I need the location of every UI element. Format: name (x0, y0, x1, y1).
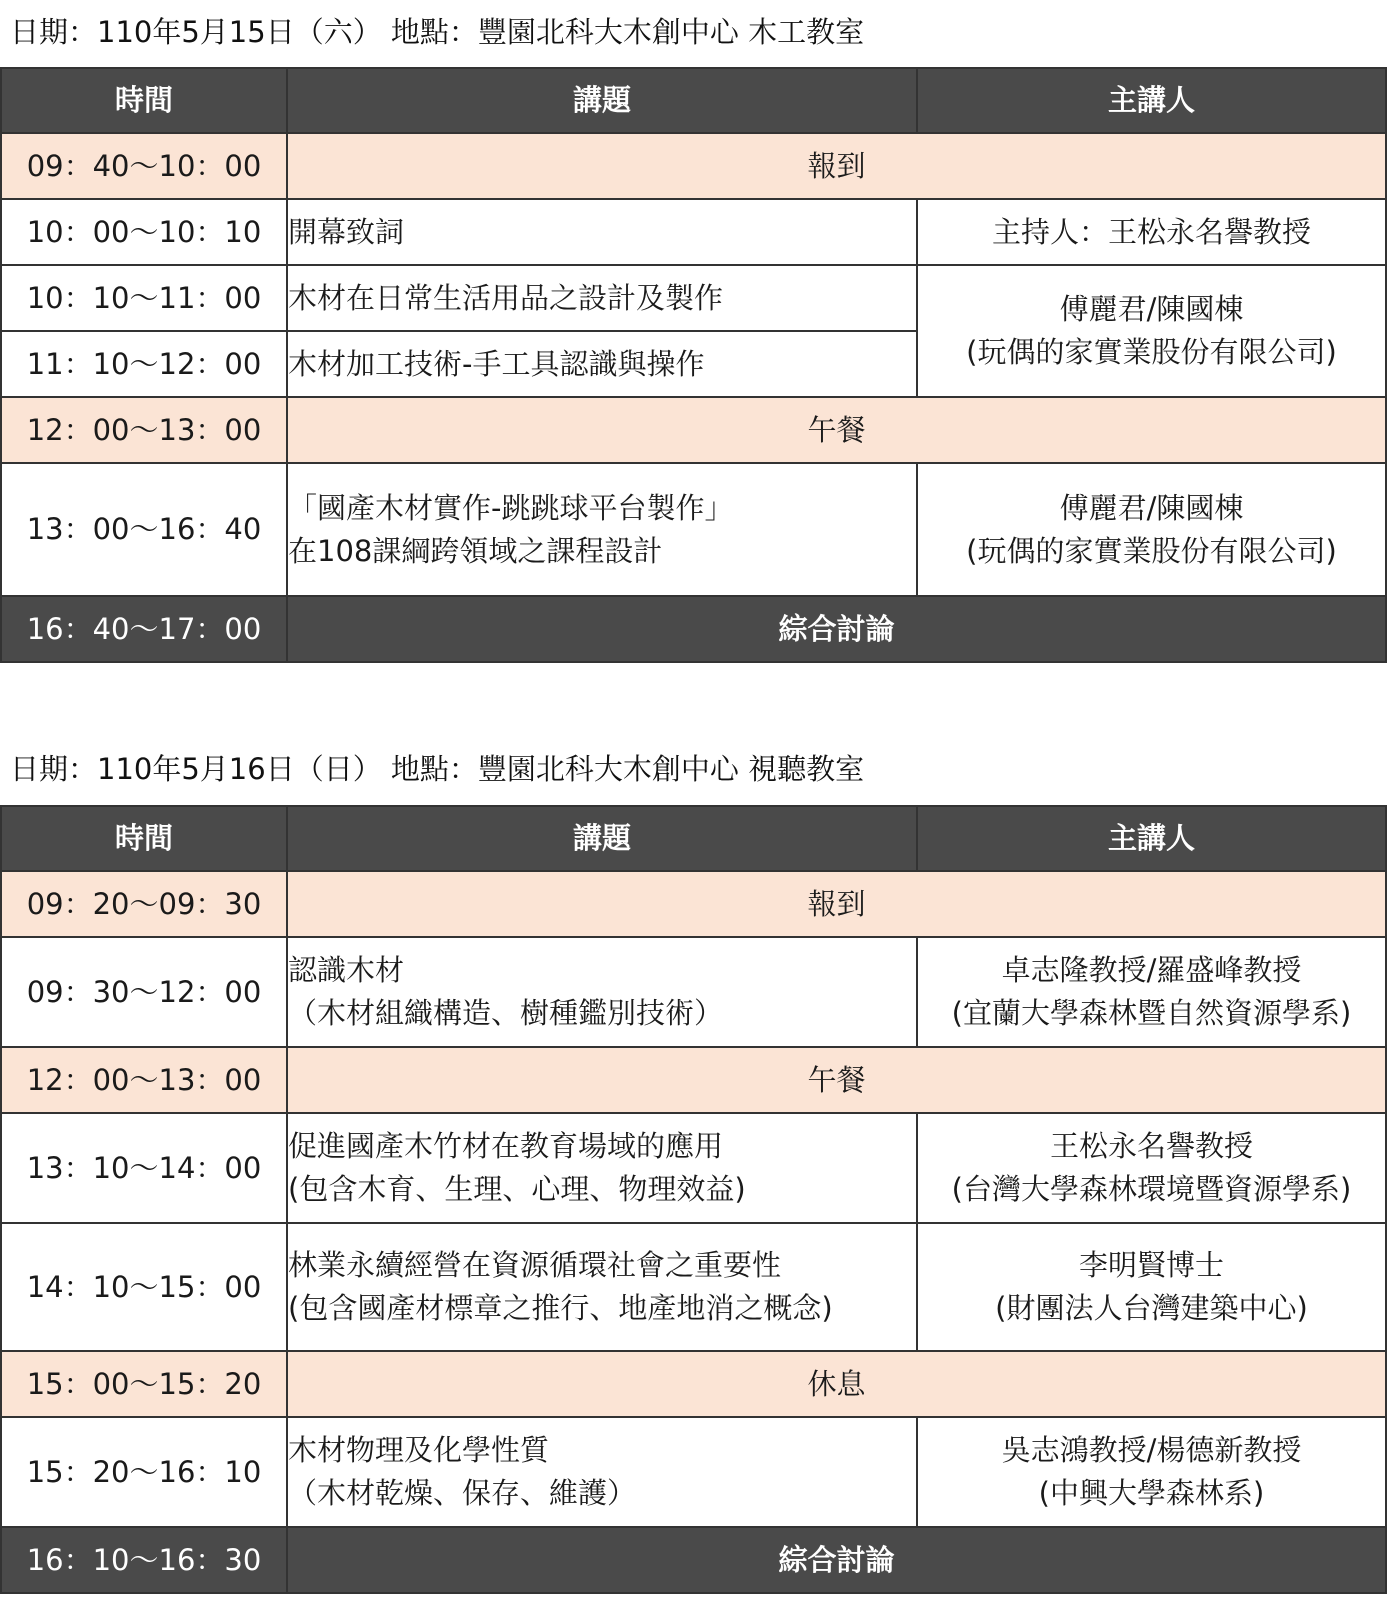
speaker-affiliation: (台灣大學森林環境暨資源學系) (951, 1172, 1352, 1206)
header-time: 時間 (1, 806, 287, 871)
header-topic: 講題 (287, 68, 917, 133)
speaker-affiliation: (宜蘭大學森林暨自然資源學系) (951, 996, 1352, 1030)
speaker-cell (917, 937, 1386, 1047)
speaker-cell (917, 463, 1386, 596)
topic-cell (287, 1223, 917, 1351)
time-cell: 09：20～09：30 (1, 871, 287, 937)
header-time: 時間 (1, 68, 287, 133)
table-header-row (1, 806, 1386, 871)
time-cell: 13：00～16：40 (1, 463, 287, 596)
topic-line: 木材物理及化學性質 (288, 1433, 550, 1467)
speaker-cell (917, 1417, 1386, 1527)
topic-line: 認識木材 (288, 953, 405, 987)
table-row (1, 1417, 1386, 1527)
table-row (1, 871, 1386, 937)
table-row (1, 1047, 1386, 1113)
time-cell: 12：00～13：00 (1, 1047, 287, 1113)
table-row (1, 265, 1386, 331)
day2-caption: 日期：110年5月16日（日） 地點：豐園北科大木創中心 視聽教室 (10, 752, 865, 786)
time-cell: 13：10～14：00 (1, 1113, 287, 1223)
topic-line: （木材乾燥、保存、維護） (288, 1476, 637, 1510)
time-cell: 16：10～16：30 (1, 1527, 287, 1593)
time-cell: 09：40～10：00 (1, 133, 287, 199)
agenda-label-cell: 午餐 (287, 1047, 1386, 1113)
time-cell: 09：30～12：00 (1, 937, 287, 1047)
time-cell: 14：10～15：00 (1, 1223, 287, 1351)
topic-cell (287, 1417, 917, 1527)
agenda-label-cell: 綜合討論 (287, 596, 1386, 662)
speaker-affiliation: (玩偶的家實業股份有限公司) (966, 533, 1337, 568)
table-row (1, 1351, 1386, 1417)
time-cell: 12：00～13：00 (1, 397, 287, 463)
header-topic: 講題 (287, 806, 917, 871)
table-row (1, 463, 1386, 596)
table-row (1, 133, 1386, 199)
speaker-name: 王松永名譽教授 (1049, 1129, 1253, 1163)
topic-line: 林業永續經營在資源循環社會之重要性 (288, 1248, 782, 1282)
topic-line: (包含木育、生理、心理、物理效益) (288, 1172, 746, 1206)
table-row (1, 596, 1386, 662)
agenda-label-cell: 休息 (287, 1351, 1386, 1417)
speaker-affiliation: (玩偶的家實業股份有限公司) (966, 335, 1337, 369)
header-speaker: 主講人 (917, 806, 1386, 871)
time-cell: 10：00～10：10 (1, 199, 287, 265)
speaker-cell (917, 265, 1386, 397)
speaker-name: 傅麗君/陳國棟 (1059, 490, 1244, 525)
table-row (1, 199, 1386, 265)
agenda-label-cell: 綜合討論 (287, 1527, 1386, 1593)
topic-cell: 木材在日常生活用品之設計及製作 (287, 265, 917, 331)
agenda-label-cell: 報到 (287, 871, 1386, 937)
speaker-cell (917, 1223, 1386, 1351)
day2-schedule-table (0, 805, 1387, 1594)
topic-line: 促進國產木竹材在教育場域的應用 (288, 1129, 724, 1163)
time-cell: 10：10～11：00 (1, 265, 287, 331)
speaker-name: 吳志鴻教授/楊德新教授 (1001, 1433, 1302, 1467)
table-header-row (1, 68, 1386, 133)
topic-line: (包含國產材標章之推行、地產地消之概念) (288, 1291, 833, 1325)
table-row (1, 1113, 1386, 1223)
topic-line: （木材組織構造、樹種鑑別技術） (288, 996, 724, 1030)
topic-cell: 木材加工技術-手工具認識與操作 (287, 331, 917, 397)
agenda-label-cell: 報到 (287, 133, 1386, 199)
topic-cell: 開幕致詞 (287, 199, 917, 265)
speaker-cell (917, 1113, 1386, 1223)
table-row (1, 397, 1386, 463)
time-cell: 16：40～17：00 (1, 596, 287, 662)
day1-schedule-table (0, 67, 1387, 663)
time-cell: 15：20～16：10 (1, 1417, 287, 1527)
header-speaker: 主講人 (917, 68, 1386, 133)
speaker-name: 傅麗君/陳國棟 (1059, 292, 1244, 326)
day1-caption: 日期：110年5月15日（六） 地點：豐園北科大木創中心 木工教室 (10, 15, 865, 49)
speaker-affiliation: (中興大學森林系) (1038, 1476, 1265, 1510)
speaker-affiliation: (財團法人台灣建築中心) (995, 1291, 1308, 1325)
speaker-name: 卓志隆教授/羅盛峰教授 (1001, 953, 1302, 987)
topic-line: 「國產木材實作-跳跳球平台製作」 (288, 490, 734, 525)
speaker-name: 李明賢博士 (1078, 1248, 1224, 1282)
table-row (1, 937, 1386, 1047)
topic-cell (287, 463, 917, 596)
speaker-cell: 主持人：王松永名譽教授 (917, 199, 1386, 265)
topic-line: 在108課綱跨領域之課程設計 (288, 533, 663, 568)
time-cell: 15：00～15：20 (1, 1351, 287, 1417)
table-row (1, 1527, 1386, 1593)
topic-cell (287, 1113, 917, 1223)
time-cell: 11：10～12：00 (1, 331, 287, 397)
topic-cell (287, 937, 917, 1047)
agenda-label-cell: 午餐 (287, 397, 1386, 463)
table-row (1, 1223, 1386, 1351)
